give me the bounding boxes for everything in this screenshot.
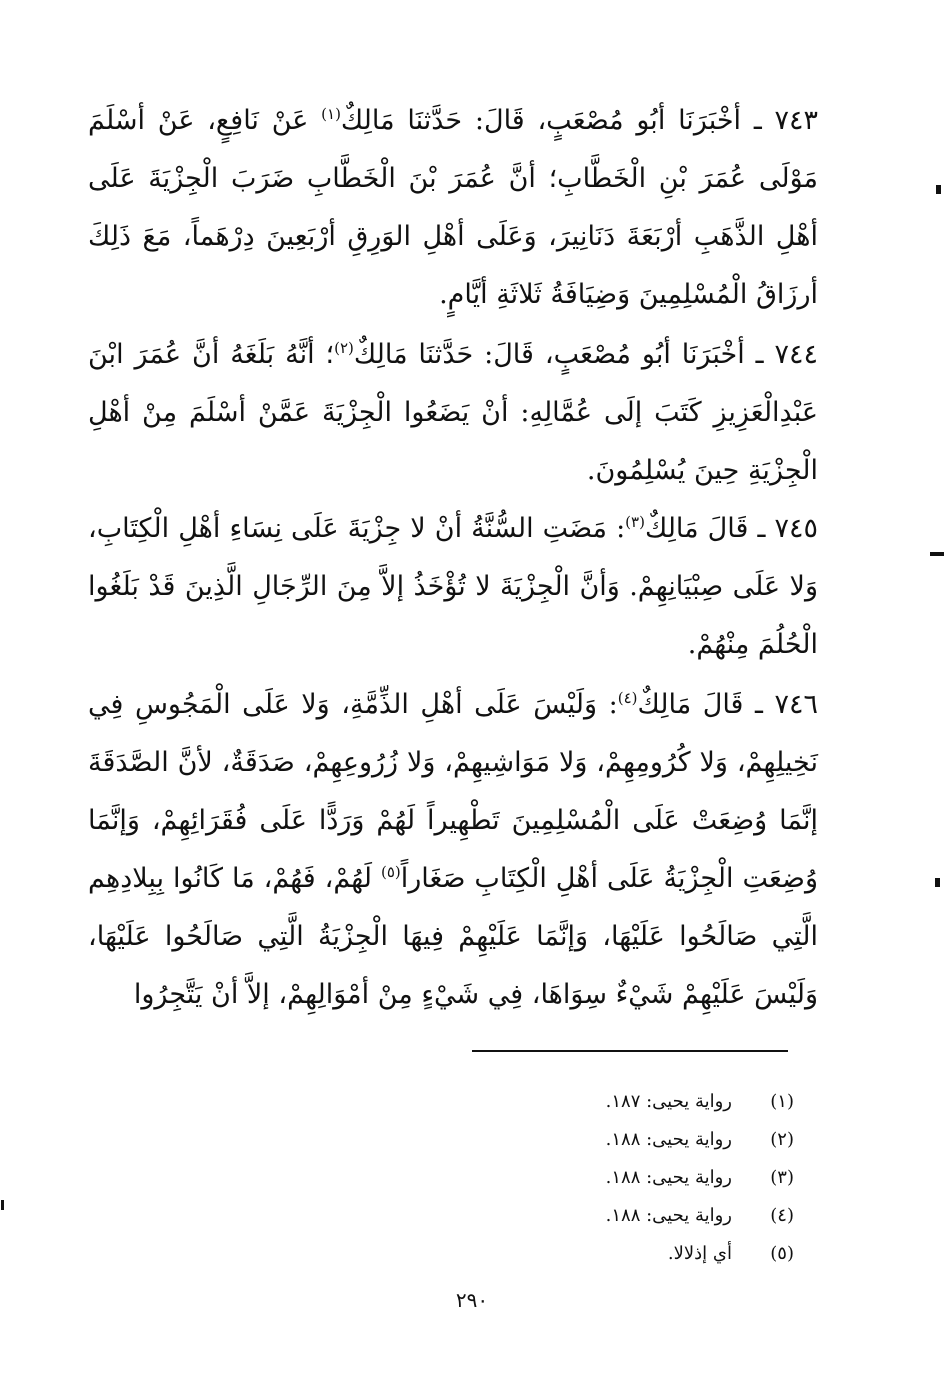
footnote-item xyxy=(472,1121,794,1159)
footnote-number: (٣) xyxy=(770,1167,794,1188)
scan-mark xyxy=(930,552,944,556)
footnote-ref: (٥) xyxy=(380,863,401,881)
footnote-item xyxy=(472,1235,794,1273)
footnote-item xyxy=(472,1197,794,1235)
footnote-text: رواية يحيى: ١٨٨. xyxy=(605,1129,732,1150)
paragraph-743 xyxy=(88,92,818,324)
paragraph-745 xyxy=(88,500,818,674)
hadith-number: ٧٤٣ ـ xyxy=(741,105,819,136)
footnote-text: رواية يحيى: ١٨٧. xyxy=(605,1091,732,1112)
page-number: ٢٩٠ xyxy=(455,1288,489,1312)
footnote-divider xyxy=(472,1050,788,1052)
scan-mark xyxy=(1,1200,4,1210)
hadith-number: ٧٤٤ ـ xyxy=(744,339,818,370)
paragraph-text: لَهُمْ، فَهُمْ، مَا كَانُوا بِبِلادِهِم الَّتِي صَالَحُوا عَلَيْهَا، وَإنَّمَا عَلَيْهِمْ فِيهَا الْجِزْيَةُ الَّتِي صَالَحُوا عَلَيْهَا، وَلَيْسَ عَلَيْهِمْ شَيْءٌ سِوَاهَا، فِي شَيْءٍ مِنْ أمْوَالِهِمْ، إلاَّ أنْ يَتَّجِرُوا xyxy=(88,863,818,1010)
scan-mark xyxy=(935,878,940,887)
footnote-item xyxy=(472,1159,794,1197)
hadith-number: ٧٤٥ ـ xyxy=(748,513,818,544)
paragraph-text: ؛ أنَّهُ بَلَغَهُ أنَّ عُمَرَ ابْنَ عَبْدِالْعَزِيزِ كَتَبَ إلَى عُمَّالِهِ: أنْ يَضَعُوا الْجِزْيَةَ عَمَّنْ أسْلَمَ مِنْ أهْلِ الْجِزْيَةِ حِينَ يُسْلِمُونَ. xyxy=(88,339,818,486)
footnote-ref: (٣) xyxy=(625,513,645,531)
footnote-text: أي إذلالا. xyxy=(667,1243,732,1264)
paragraph-text: : مَضَتِ السُّنَّةُ أنْ لا جِزْيَةَ عَلَى نِسَاءِ أهْلِ الْكِتَابِ، وَلا عَلَى صِبْيَانِهِمْ. وَأنَّ الْجِزْيَةَ لا تُؤْخَذُ إلاَّ مِنَ الرِّجَالِ الَّذِينَ قَدْ بَلَغُوا الْحُلُمَ مِنْهُمْ. xyxy=(88,513,818,660)
footnote-item xyxy=(472,1083,794,1121)
footnotes xyxy=(472,1083,794,1273)
footnote-number: (٤) xyxy=(770,1205,794,1226)
footnote-ref: (٢) xyxy=(334,339,354,357)
paragraph-746 xyxy=(88,676,818,1024)
footnote-ref: (٤) xyxy=(617,689,638,707)
paragraph-text: : وَلَيْسَ عَلَى أهْلِ الذِّمَّةِ، وَلا عَلَى الْمَجُوسِ فِي نَخِيلِهِمْ، وَلا كُرُومِهِمْ، وَلا مَوَاشِيهِمْ، وَلا زُرُوعِهِمْ، صَدَقَةٌ، لأنَّ الصَّدَقَةَ إنَّمَا وُضِعَتْ عَلَى الْمُسْلِمِينَ تَطْهِيراً لَهُمْ وَرَدًّا عَلَى فُقَرَائِهِمْ، وَإنَّمَا وُضِعَتِ الْجِزْيَةُ عَلَى أهْلِ الْكِتَابِ صَغَاراً xyxy=(88,689,818,894)
paragraph-text: أخْبَرَنَا أبُو مُصْعَبٍ، قَالَ: حَدَّثنَا مَالِكٌ xyxy=(353,339,745,370)
paragraph-text: قَالَ مَالِكٌ xyxy=(644,513,749,544)
paragraph-text: قَالَ مَالِكٌ xyxy=(637,689,744,720)
footnote-text: رواية يحيى: ١٨٨. xyxy=(605,1205,732,1226)
paragraph-744 xyxy=(88,326,818,500)
footnote-number: (١) xyxy=(770,1091,794,1112)
paragraph-text: أخْبَرَنَا أبُو مُصْعَبٍ، قَالَ: حَدَّثنَا مَالِكٌ xyxy=(340,105,742,136)
footnote-number: (٢) xyxy=(770,1129,794,1150)
footnote-ref: (١) xyxy=(321,105,341,123)
scan-mark xyxy=(936,185,941,194)
paragraph-text: عَنْ نَافِعٍ، عَنْ أسْلَمَ مَوْلَى عُمَرَ بْنِ الْخَطَّابِ؛ أنَّ عُمَرَ بْنَ الْخَطَّابِ ضَرَبَ الْجِزْيَةَ عَلَى أهْلِ الذَّهَبِ أرْبَعَةَ دَنَانِيرَ، وَعَلَى أهْلِ الوَرِقِ أرْبَعِينَ دِرْهَماً، مَعَ ذَلِكَ أرزَاقُ الْمُسْلِمِينَ وَضِيَافَةُ ثَلاثَةِ أيَّامٍ. xyxy=(88,105,818,310)
footnote-number: (٥) xyxy=(770,1243,794,1264)
footnote-text: رواية يحيى: ١٨٨. xyxy=(605,1167,732,1188)
hadith-number: ٧٤٦ ـ xyxy=(743,689,818,720)
